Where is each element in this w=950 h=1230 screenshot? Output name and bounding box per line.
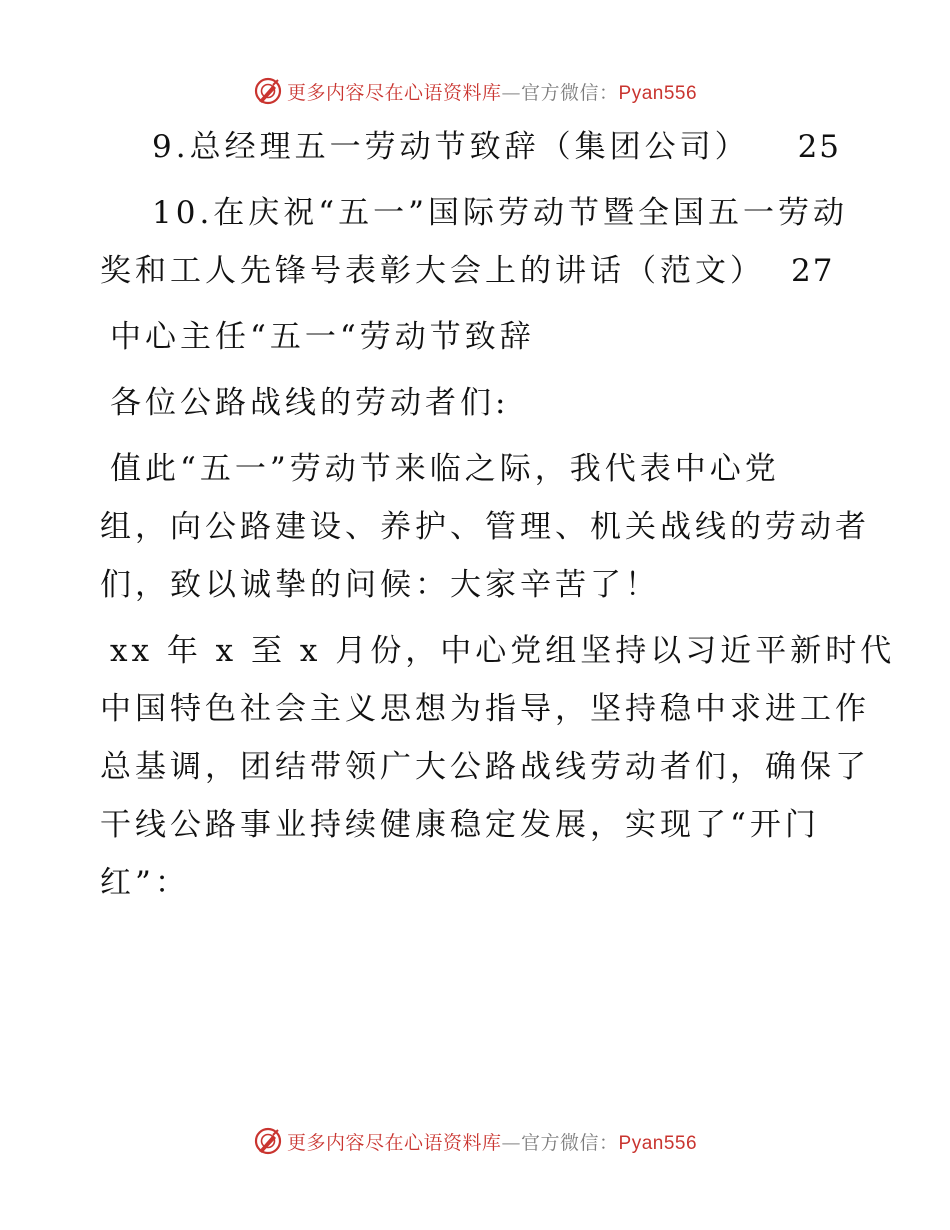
toc-entry-10-line2[interactable] xyxy=(100,242,860,300)
paragraph-line: 值此“五一”劳动节来临之际，我代表中心党 xyxy=(110,451,780,487)
watermark-wechat-id: Pyan556 xyxy=(618,82,698,104)
salutation: 各位公路战线的劳动者们: xyxy=(110,385,510,421)
paragraph-line: 组，向公路建设、养护、管理、机关战线的劳动者 xyxy=(100,509,870,545)
toc-entry-9[interactable] xyxy=(100,118,860,176)
paragraph-line: 们，致以诚挚的问候：大家辛苦了！ xyxy=(100,567,660,603)
paragraph-line: xx 年 x 至 x 月份，中心党组坚持以习近平新时代 xyxy=(110,633,896,669)
toc-page-number: 27 xyxy=(791,253,835,289)
paragraph-line: 总基调，团结带领广大公路战线劳动者们，确保了 xyxy=(100,749,870,785)
watermark-official: 官方微信 xyxy=(520,81,599,104)
watermark-separator: — xyxy=(501,1131,521,1154)
toc-entry-text: 9.总经理五一劳动节致辞（集团公司） xyxy=(152,129,750,165)
paragraph-achievements xyxy=(100,622,896,912)
watermark-colon: ： xyxy=(599,81,619,104)
watermark-brand: 更多内容尽在心语资料库 xyxy=(286,1131,502,1154)
watermark-official: 官方微信 xyxy=(520,1131,599,1154)
watermark-wechat-id: Pyan556 xyxy=(618,1132,698,1154)
paragraph-greeting xyxy=(100,440,870,614)
pen-logo-icon xyxy=(253,1126,283,1156)
article-title: 中心主任“五一“劳动节致辞 xyxy=(110,319,535,355)
header-watermark xyxy=(0,74,950,108)
footer-watermark xyxy=(0,1124,950,1158)
paragraph-line: 中国特色社会主义思想为指导，坚持稳中求进工作 xyxy=(100,691,870,727)
paragraph-line: 干线公路事业持续健康稳定发展，实现了“开门 xyxy=(100,807,820,843)
toc-entry-10-line1[interactable]: 10.在庆祝“五一”国际劳动节暨全国五一劳动 xyxy=(152,195,848,231)
toc-entry-text: 奖和工人先锋号表彰大会上的讲话（范文） xyxy=(100,253,765,289)
watermark-colon: ： xyxy=(599,1131,619,1154)
toc-page-number: 25 xyxy=(797,129,842,165)
document-body xyxy=(100,118,896,912)
watermark-separator: — xyxy=(501,81,521,104)
watermark-brand: 更多内容尽在心语资料库 xyxy=(286,81,502,104)
pen-logo-icon xyxy=(253,76,283,106)
paragraph-line: 红”： xyxy=(100,865,190,901)
